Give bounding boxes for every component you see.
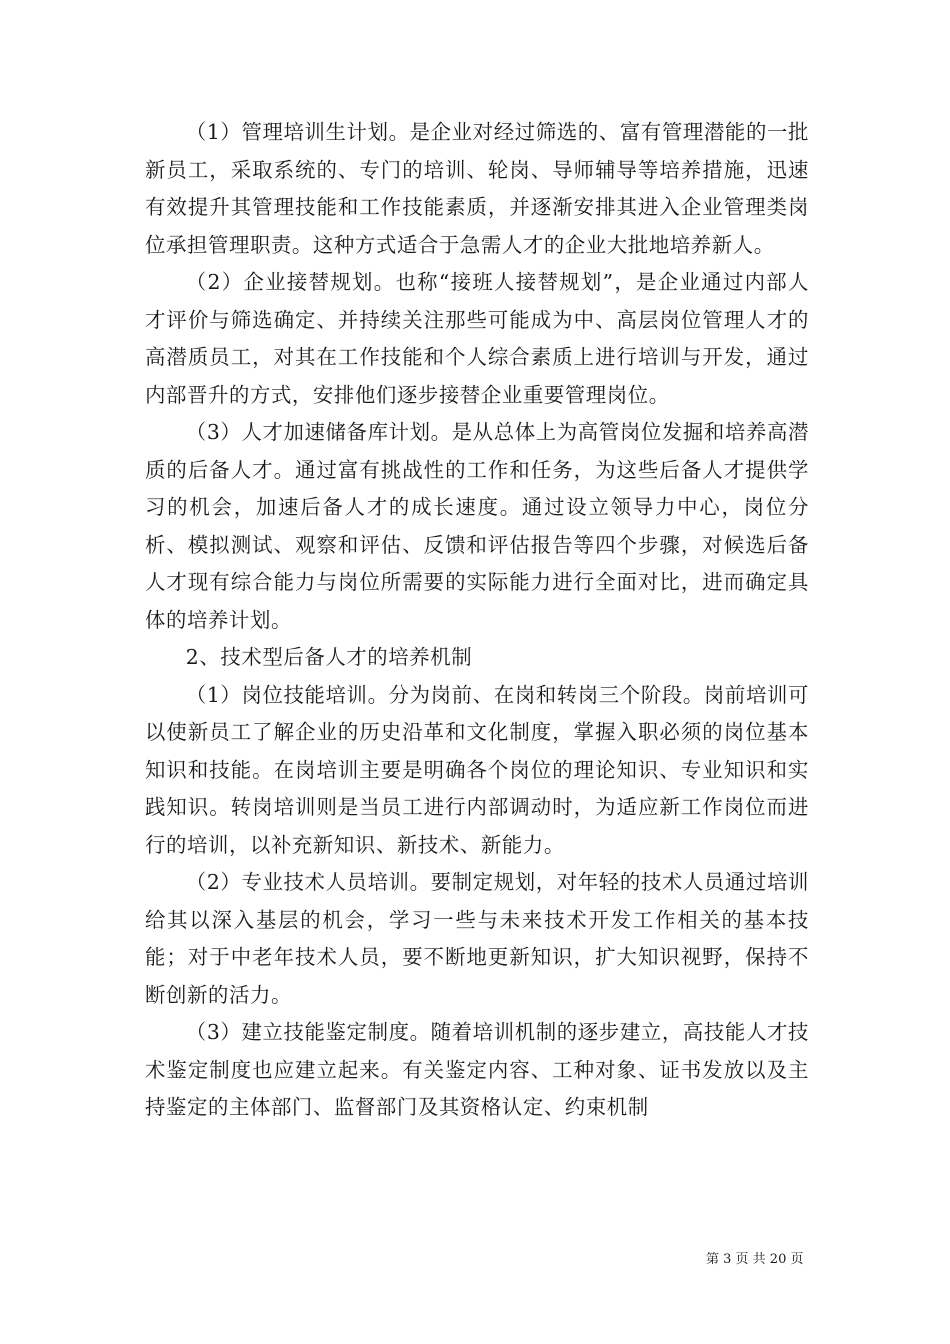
section-heading-technical-talent: 2、技术型后备人才的培养机制: [185, 645, 473, 669]
paragraph-skill-certification: （3）建立技能鉴定制度。随着培训机制的逐步建立，高技能人才技术鉴定制度也应建立起来。有关鉴定内容、工种对象、证书发放以及主持鉴定的主体部门、监督部门及其资格认定、约束机制: [145, 1020, 809, 1119]
page-number-footer: 第 3 页 共 20 页: [706, 1252, 804, 1267]
paragraph-professional-training: （2）专业技术人员培训。要制定规划，对年轻的技术人员通过培训给其以深入基层的机会，学习一些与未来技术开发工作相关的基本技能；对于中老年技术人员，要不断地更新知识，扩大知识视野，保持不断创新的活力。: [145, 870, 809, 1007]
paragraph-succession-planning: （2）企业接替规划。也称“接班人接替规划”，是企业通过内部人才评价与筛选确定、并持续关注那些可能成为中、高层岗位管理人才的高潜质员工，对其在工作技能和个人综合素质上进行培训与开发，通过内部晋升的方式，安排他们逐步接替企业重要管理岗位。: [145, 270, 809, 407]
paragraph-management-trainee: （1）管理培训生计划。是企业对经过筛选的、富有管理潜能的一批新员工，采取系统的、专门的培训、轮岗、导师辅导等培养措施，迅速有效提升其管理技能和工作技能素质，并逐渐安排其进入企业管理类岗位承担管理职责。这种方式适合于急需人才的企业大批地培养新人。: [145, 120, 809, 257]
paragraph-talent-reserve: （3）人才加速储备库计划。是从总体上为高管岗位发掘和培养高潜质的后备人才。通过富有挑战性的工作和任务，为这些后备人才提供学习的机会，加速后备人才的成长速度。通过设立领导力中心，岗位分析、模拟测试、观察和评估、反馈和评估报告等四个步骤，对候选后备人才现有综合能力与岗位所需要的实际能力进行全面对比，进而确定具体的培养计划。: [145, 420, 809, 632]
document-body: [145, 114, 809, 1127]
paragraph-job-skill-training: （1）岗位技能培训。分为岗前、在岗和转岗三个阶段。岗前培训可以使新员工了解企业的历史沿革和文化制度，掌握入职必须的岗位基本知识和技能。在岗培训主要是明确各个岗位的理论知识、专业知识和实践知识。转岗培训则是当员工进行内部调动时，为适应新工作岗位而进行的培训，以补充新知识、新技术、新能力。: [145, 682, 809, 857]
